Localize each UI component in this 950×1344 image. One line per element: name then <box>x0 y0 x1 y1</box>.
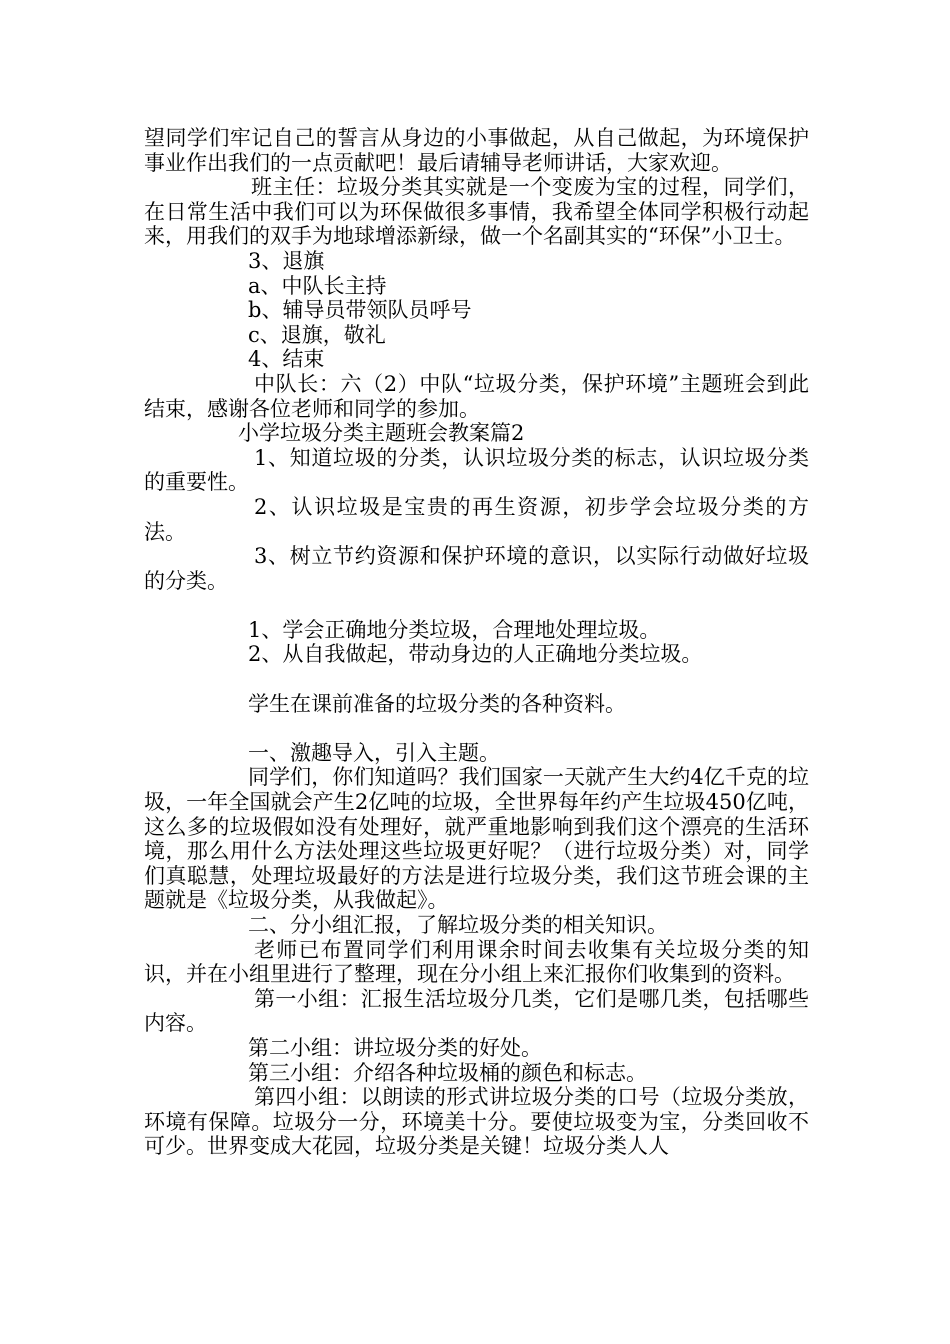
blank-line <box>144 593 809 618</box>
list-item-b: b、辅导员带领队员呼号 <box>248 298 472 323</box>
paragraph-squad-leader: 中队长：六（2）中队“垃圾分类，保护环境”主题班会到此结束，感谢各位老师和同学的参加。 <box>144 371 809 421</box>
blank-line <box>144 716 809 741</box>
group-4: 第四小组：以朗读的形式讲垃圾分类的口号（垃圾分类放，环境有保障。垃圾分一分，环境美十分。要使垃圾变为宝，分类回收不可少。世界变成大花园，垃圾分类是关键！垃圾分类人人 <box>144 1085 809 1159</box>
list-item-retire-flag: 3、退旗 <box>248 248 325 273</box>
goal-item-1: 1、知道垃圾的分类，认识垃圾分类的标志，认识垃圾分类的重要性。 <box>144 445 809 495</box>
step-heading-1: 一、激趣导入，引入主题。 <box>248 740 500 765</box>
group-1: 第一小组：汇报生活垃圾分几类，它们是哪几类，包括哪些内容。 <box>144 986 809 1036</box>
list-item-a: a、中队长主持 <box>248 273 387 298</box>
goal-item-3: 3、树立节约资源和保护环境的意识，以实际行动做好垃圾的分类。 <box>144 544 809 593</box>
paragraph-teacher-assignment: 老师已布置同学们利用课余时间去收集有关垃圾分类的知识，并在小组里进行了整理，现在分小组上来汇报你们收集到的资料。 <box>144 937 809 987</box>
preparation: 学生在课前准备的垃圾分类的各种资料。 <box>248 691 626 716</box>
step-heading-2: 二、分小组汇报，了解垃圾分类的相关知识。 <box>248 913 668 937</box>
section-heading: 小学垃圾分类主题班会教案篇2 <box>238 421 525 446</box>
list-item-end: 4、结束 <box>248 347 325 372</box>
blank-line <box>144 667 809 692</box>
goal-item-2: 2、认识垃圾是宝贵的再生资源，初步学会垃圾分类的方法。 <box>144 494 809 544</box>
paragraph-intro: 同学们，你们知道吗？我们国家一天就产生大约4亿千克的垃圾，一年全国就会产生2亿吨的垃圾，全世界每年约产生垃圾450亿吨，这么多的垃圾假如没有处理好，就严重地影响到我们这个漂亮的生活环境，那么用什么方法处理这些垃圾更好呢？（进行垃圾分类）对，同学们真聪慧，处理垃圾最好的方法是进行垃圾分类，我们这节班会课的主题就是《垃圾分类，从我做起》。 <box>144 765 809 913</box>
key-point-2: 2、从自我做起，带动身边的人正确地分类垃圾。 <box>248 642 703 667</box>
group-2: 第二小组：讲垃圾分类的好处。 <box>248 1035 542 1060</box>
paragraph-closing-remarks: 望同学们牢记自己的誓言从身边的小事做起，从自己做起，为环境保护事业作出我们的一点贡献吧！最后请辅导老师讲话，大家欢迎。 <box>144 126 809 175</box>
key-point-1: 1、学会正确地分类垃圾，合理地处理垃圾。 <box>248 617 661 642</box>
document-body <box>144 126 809 1159</box>
paragraph-head-teacher: 班主任：垃圾分类其实就是一个变废为宝的过程，同学们，在日常生活中我们可以为环保做很多事情，我希望全体同学积极行动起来，用我们的双手为地球增添新绿，做一个名副其实的“环保”小卫士。 <box>144 175 809 249</box>
list-item-c: c、退旗，敬礼 <box>248 322 386 347</box>
group-3: 第三小组：介绍各种垃圾桶的颜色和标志。 <box>248 1060 647 1085</box>
